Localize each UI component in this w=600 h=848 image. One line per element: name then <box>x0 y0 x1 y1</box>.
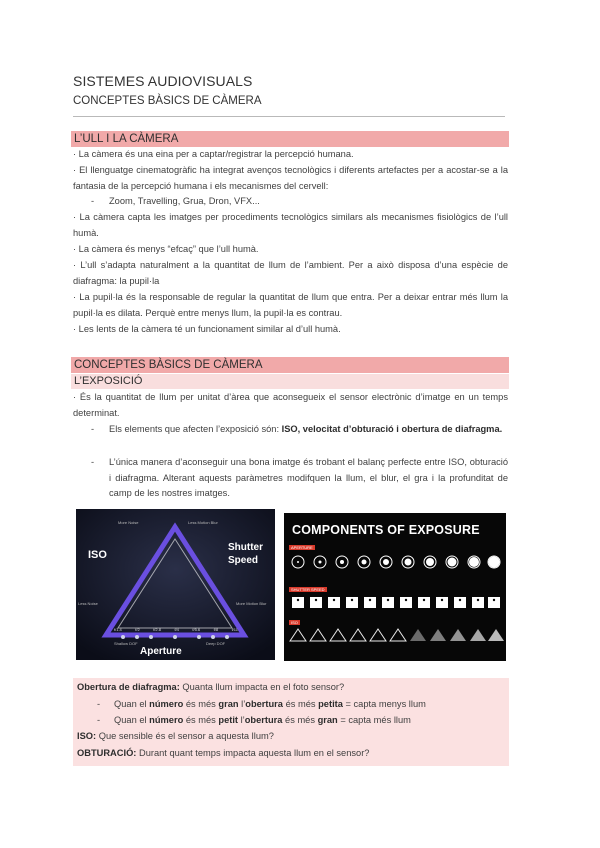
text-bold: obertura <box>244 715 283 725</box>
iso-row-label: ISO <box>291 620 298 625</box>
text: és més <box>183 699 219 709</box>
definition: Que sensible és el sensor a aquesta llum? <box>96 731 274 741</box>
more-noise-label: More Noise <box>118 520 139 525</box>
term-aperture: Obertura de diafragma: <box>77 682 180 692</box>
callout-line-shutter <box>77 746 369 762</box>
text-bold: número <box>149 699 184 709</box>
text: = capta menys llum <box>342 699 426 709</box>
paragraph: · La pupil·la és la responsable de regular la quantitat de llum que entra. Per a deixar entrar més llum la pupil·la es dilata. Perquè entre menys llum, la pupil·la es contrau. <box>73 292 508 318</box>
text-bold: gran <box>218 699 239 709</box>
aperture-label: Aperture <box>140 646 182 657</box>
section-heading-eye-camera: L’ULL I LA CÀMERA <box>71 131 509 147</box>
text-bold: número <box>149 715 184 725</box>
list-item: L’única manera d’aconseguir una bona imatge és trobant el balanç perfecte entre ISO, obturació i diafragma. Alterant aquests paràmetres modifquen la llum, el blur, el gra i la profunditat de camp de les nostres imatges. <box>109 457 508 499</box>
text-bold: gran <box>317 715 338 725</box>
term-shutter: OBTURACIÓ: <box>77 748 137 758</box>
list-item-bold: ISO, velocitat d’obturació i obertura de diafragma. <box>281 424 503 434</box>
text: Quan el <box>114 715 150 725</box>
text: és més <box>183 715 219 725</box>
fstop-label: f/4 <box>174 627 179 632</box>
title-divider <box>73 116 505 117</box>
document-title: SISTEMES AUDIOVISUALS <box>73 73 253 89</box>
list-dash: - <box>91 424 95 434</box>
text-bold: obertura <box>245 699 283 709</box>
text: l’ <box>238 699 246 709</box>
text: és més <box>282 715 318 725</box>
iso-label: ISO <box>88 549 107 561</box>
list-item <box>109 422 508 438</box>
fstop-label: f/8 <box>213 627 219 632</box>
definition: Durant quant temps impacta aquesta llum en el sensor? <box>136 748 370 758</box>
section-heading-camera-basics: CONCEPTES BÀSICS DE CÀMERA <box>71 357 509 373</box>
fstop-label: f/2 <box>135 627 140 632</box>
callout-line-aperture <box>77 680 344 696</box>
shutter-row-label: SHUTTER SPEED <box>291 587 325 592</box>
definition: Quanta llum impacta en el foto sensor? <box>179 682 345 692</box>
exposure-triangle-image <box>76 509 275 660</box>
fstop-label: f/11 <box>231 627 238 632</box>
speed-label: Speed <box>228 555 259 566</box>
shutter-label: Shutter <box>228 542 263 553</box>
components-of-exposure-image <box>284 513 506 661</box>
subsection-heading-exposure: L’EXPOSICIÓ <box>71 374 509 389</box>
list-dash: - <box>91 196 95 206</box>
list-dash: - <box>91 457 95 467</box>
paragraph: · L’ull s’adapta naturalment a la quantitat de llum de l’ambient. Per a això disposa d’una espècie de diafragma: la pupil·la <box>73 260 508 286</box>
callout-line-iso <box>77 729 274 745</box>
aperture-row-label: APERTURE <box>291 545 313 550</box>
fstop-scale <box>114 627 238 632</box>
text-bold: petita <box>318 699 343 709</box>
less-blur-label: Less Motion Blur <box>188 520 218 525</box>
text-bold: petit <box>218 715 239 725</box>
text: = capta més llum <box>337 715 411 725</box>
callout-line-smaller-number <box>114 713 411 729</box>
document-subtitle: CONCEPTES BÀSICS DE CÀMERA <box>73 95 262 107</box>
fstop-label: f/2.8 <box>153 627 161 632</box>
paragraph: · La càmera és una eina per a captar/registrar la percepció humana. <box>73 149 354 159</box>
shallow-dof-label: Shallow DOF <box>114 641 138 646</box>
paragraph: · La càmera capta les imatges per procediments tecnològics similars als mecanismes fisiològics de l’ull humà. <box>73 212 508 238</box>
deep-dof-label: Deep DOF <box>206 641 226 646</box>
paragraph: · És la quantitat de llum per unitat d’àrea que aconsegueix el sensor electrònic d’imatge en un temps determinat. <box>73 392 508 418</box>
list-item-text: Els elements que afecten l’exposició són: <box>109 424 282 434</box>
fstop-label: f/5.6 <box>192 627 201 632</box>
list-dash: - <box>97 699 101 709</box>
text: és més <box>282 699 319 709</box>
less-noise-label: Less Noise <box>78 601 98 606</box>
list-dash: - <box>97 715 101 725</box>
paragraph: · La càmera és menys “efcaç” que l’ull humà. <box>73 244 259 254</box>
text: l’ <box>238 715 245 725</box>
figure-title: COMPONENTS OF EXPOSURE <box>292 523 480 537</box>
fstop-label: f/1.4 <box>114 627 122 632</box>
more-blur-label: More Motion Blur <box>236 601 267 606</box>
list-item: Zoom, Travelling, Grua, Dron, VFX... <box>109 196 260 206</box>
paragraph: · El llenguatge cinematogràfic ha integrat avenços tecnològics i diferents artefactes per a acostar-se a la fantasia de la percepció humana i els mecanismes del cervell: <box>73 165 508 191</box>
term-iso: ISO: <box>77 731 97 741</box>
callout-line-bigger-number <box>114 697 426 713</box>
text: Quan el <box>114 699 150 709</box>
paragraph: · Les lents de la càmera té un funcionament similar al d’ull humà. <box>73 324 341 334</box>
